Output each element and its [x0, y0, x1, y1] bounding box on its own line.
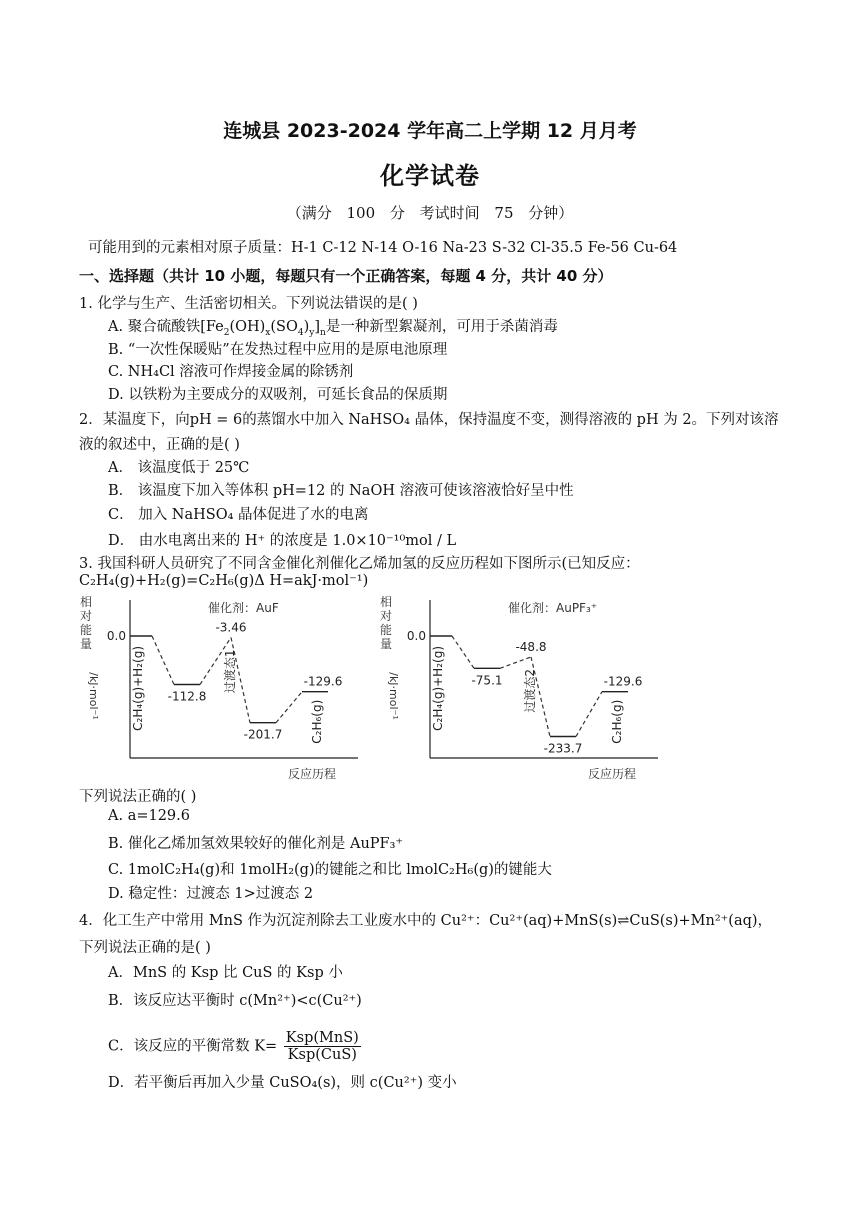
q4-fraction-num: Ksp(MnS) — [285, 1030, 359, 1046]
section-heading: 一、选择题（共计 10 小题，每题只有一个正确答案，每题 4 分，共计 40 分） — [79, 267, 613, 285]
q1-option-d: D. 以铁粉为主要成分的双吸剂，可延长食品的保质期 — [108, 387, 448, 403]
q4-c-text: C．该反应的平衡常数 K= — [108, 1038, 278, 1055]
species-label: 过渡态2 — [523, 668, 537, 713]
q2-option-b: B． 该温度下加入等体积 pH=12 的 NaOH 溶液可使该溶液恰好呈中性 — [108, 483, 574, 499]
species-label: 过渡态1 — [223, 649, 237, 694]
q1-a-pre: A. 聚合硫酸铁[Fe — [108, 319, 224, 335]
connector — [500, 657, 531, 668]
ylabel-char: 量 — [379, 637, 393, 651]
level-value-label: -201.7 — [243, 727, 283, 742]
xlabel: 反应历程 — [287, 767, 337, 781]
q4-stem-line2: 下列说法正确的是( ) — [79, 940, 211, 956]
q4-option-b: B．该反应达平衡时 c(Mn²⁺)<c(Cu²⁺) — [108, 993, 362, 1009]
q4-fraction — [284, 1030, 361, 1063]
ylabel-char: 对 — [79, 609, 93, 623]
level-value-label: -233.7 — [543, 741, 583, 756]
chart-title: 催化剂：AuF — [208, 601, 279, 615]
q3-option-c: C. 1molC₂H₄(g)和 1molH₂(g)的键能之和比 lmolC₂H₆(g)的键能大 — [108, 862, 552, 878]
q1-option-a: A. 聚合硫酸铁$[Fe_2(OH)_x(SO_4)_y]_n$是一种新型絮凝剂，可用于杀菌消毒 — [108, 319, 558, 338]
species-label: C₂H₆(g) — [310, 699, 324, 744]
level-value-label: -75.1 — [471, 673, 503, 688]
q4-option-c — [108, 1030, 361, 1063]
q3-option-a: A. a=129.6 — [108, 808, 190, 824]
q4-option-a: A．MnS 的 Ksp 比 CuS 的 Ksp 小 — [108, 965, 343, 981]
q3-after: 下列说法正确的( ) — [79, 789, 197, 805]
level-value-label: -112.8 — [167, 689, 207, 704]
q2-stem-line2: 液的叙述中，正确的是( ) — [79, 437, 240, 453]
atomic-masses: 可能用到的元素相对原子质量：H-1 C-12 N-14 O-16 Na-23 S-32 Cl-35.5 Fe-56 Cu-64 — [88, 240, 678, 256]
species-label: C₂H₄(g)+H₂(g) — [431, 646, 445, 731]
ylabel-unit: /kJ·mol⁻¹ — [387, 672, 400, 720]
q1-option-b: B. “一次性保暖贴”在发热过程中应用的是原电池原理 — [108, 342, 448, 358]
level-value-label: -3.46 — [215, 620, 247, 635]
connector — [276, 692, 302, 723]
level-value-label: -129.6 — [303, 674, 343, 689]
ylabel-char: 能 — [379, 623, 393, 637]
q2-stem-line1: 2．某温度下，向pH = 6的蒸馏水中加入 NaHSO₄ 晶体，保持温度不变，测得溶液的 pH 为 2。下列对该溶 — [79, 412, 779, 428]
ylabel-char: 相 — [79, 595, 93, 609]
q2-option-c: C． 加入 NaHSO₄ 晶体促进了水的电离 — [108, 507, 369, 523]
q2-option-a: A． 该温度低于 25℃ — [108, 460, 250, 476]
ylabel-char: 量 — [79, 637, 93, 651]
exam-title: 连城县 2023-2024 学年高二上学期 12 月月考 — [223, 120, 637, 142]
q4-stem-line1: 4．化工生产中常用 MnS 作为沉淀剂除去工业废水中的 Cu²⁺：Cu²⁺(aq)+MnS(s)⇌CuS(s)+Mn²⁺(aq)， — [79, 913, 773, 929]
q2-option-d: D． 由水电离出来的 H⁺ 的浓度是 1.0×10⁻¹⁰mol / L — [108, 533, 457, 549]
chart-title: 催化剂：AuPF₃⁺ — [508, 601, 598, 615]
q4-option-d: D．若平衡后再加入少量 CuSO₄(s)，则 c(Cu²⁺) 变小 — [108, 1075, 457, 1091]
level-value-label: 0.0 — [106, 629, 126, 643]
level-value-label: -48.8 — [515, 639, 547, 654]
q3-stem-line1: 3. 我国科研人员研究了不同含金催化剂催化乙烯加氢的反应历程如下图所示(已知反应： — [79, 556, 640, 572]
ylabel-char: 能 — [79, 623, 93, 637]
subject-title: 化学试卷 — [380, 162, 480, 190]
species-label: C₂H₄(g)+H₂(g) — [131, 646, 145, 731]
q3-option-d: D. 稳定性：过渡态 1>过渡态 2 — [108, 886, 314, 902]
species-label: C₂H₆(g) — [610, 699, 624, 744]
level-value-label: 0.0 — [406, 629, 426, 643]
energy-diagram-aupf3 — [376, 592, 676, 784]
level-value-label: -129.6 — [603, 674, 643, 689]
ylabel-unit: /kJ·mol⁻¹ — [87, 672, 100, 720]
energy-diagram-auf — [76, 592, 376, 784]
q1-a-post: 是一种新型絮凝剂，可用于杀菌消毒 — [325, 319, 558, 335]
ylabel-char: 对 — [379, 609, 393, 623]
exam-info: （满分 100 分 考试时间 75 分钟） — [286, 204, 574, 222]
connector — [576, 692, 602, 737]
q1-stem: 1. 化学与生产、生活密切相关。下列说法错误的是( ) — [79, 296, 418, 312]
ylabel-char: 相 — [379, 595, 393, 609]
q1-option-c: C. NH₄Cl 溶液可作焊接金属的除锈剂 — [108, 364, 354, 380]
xlabel: 反应历程 — [587, 767, 637, 781]
q3-stem-line2: C₂H₄(g)+H₂(g)=C₂H₆(g)Δ H=akJ·mol⁻¹) — [79, 573, 369, 589]
q4-fraction-den: Ksp(CuS) — [287, 1047, 357, 1063]
connector — [152, 636, 174, 685]
q3-option-b: B. 催化乙烯加氢效果较好的催化剂是 AuPF₃⁺ — [108, 836, 404, 852]
connector — [452, 636, 474, 668]
